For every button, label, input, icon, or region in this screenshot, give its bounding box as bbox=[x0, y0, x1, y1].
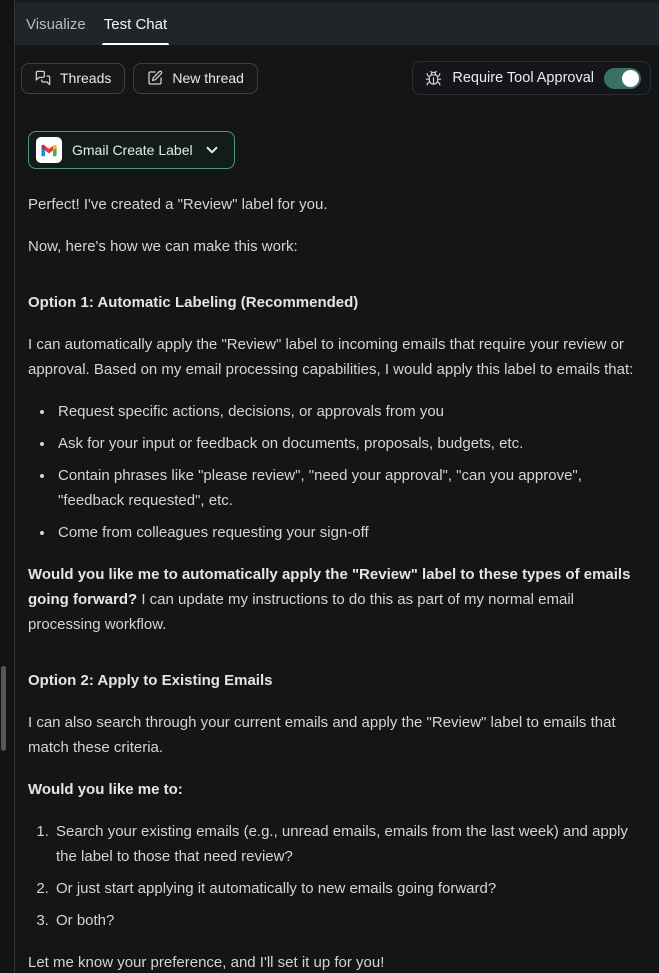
new-thread-button[interactable] bbox=[133, 63, 258, 94]
chat-toolbar bbox=[21, 61, 651, 95]
option2-heading: Option 2: Apply to Existing Emails bbox=[28, 672, 273, 689]
message-paragraph: I can also search through your current emails and apply the "Review" label to emails that match these criteria. bbox=[28, 714, 616, 756]
question-bold-text: Would you like me to automatically apply the "Review" label to these types of emails going forward? bbox=[28, 566, 631, 608]
new-thread-button-label: New thread bbox=[172, 70, 244, 86]
list-item: • Come from colleagues requesting your sign-off bbox=[55, 520, 635, 545]
message-paragraph: I can automatically apply the "Review" label to incoming emails that require your review or approval. Based on my email processing capabilities, I would apply this label to emails that: bbox=[28, 336, 634, 378]
assistant-message bbox=[21, 169, 651, 973]
message-paragraph bbox=[28, 777, 635, 802]
chat-content bbox=[15, 45, 659, 973]
threads-icon bbox=[35, 70, 51, 86]
bug-icon bbox=[425, 70, 442, 87]
require-tool-approval-toggle[interactable] bbox=[604, 68, 641, 89]
left-rail bbox=[0, 0, 15, 973]
require-tool-approval-group bbox=[412, 61, 651, 95]
message-paragraph bbox=[28, 562, 635, 637]
list-item: 2. Or just start applying it automatically to new emails going forward? bbox=[53, 876, 635, 901]
message-paragraph: Now, here's how we can make this work: bbox=[28, 238, 298, 255]
message-paragraph: Perfect! I've created a "Review" label for you. bbox=[28, 196, 328, 213]
list-item: • Contain phrases like "please review", "need your approval", "can you approve", "feedback requested", etc. bbox=[55, 463, 635, 513]
message-paragraph: Let me know your preference, and I'll set it up for you! bbox=[28, 954, 385, 971]
tool-chip-label: Gmail Create Label bbox=[72, 142, 193, 158]
main-panel bbox=[15, 0, 659, 973]
threads-button-label: Threads bbox=[60, 70, 112, 86]
gmail-create-label-chip[interactable] bbox=[28, 131, 235, 169]
option1-heading: Option 1: Automatic Labeling (Recommended) bbox=[28, 294, 359, 311]
gmail-icon bbox=[36, 137, 62, 163]
list-item: 1. Search your existing emails (e.g., unread emails, emails from the last week) and apply the label to those that need review? bbox=[53, 819, 635, 869]
tab-test-chat[interactable]: Test Chat bbox=[103, 3, 168, 45]
require-tool-approval-label: Require Tool Approval bbox=[452, 70, 594, 86]
question-rest-text: I can update my instructions to do this as part of my normal email processing workflow. bbox=[28, 591, 575, 633]
list-item: • Ask for your input or feedback on documents, proposals, budgets, etc. bbox=[55, 431, 635, 456]
chevron-down-icon bbox=[203, 141, 221, 159]
would-you-like-bold-text: Would you like me to: bbox=[28, 781, 183, 798]
tab-visualize[interactable]: Visualize bbox=[26, 15, 86, 33]
criteria-bullet-list bbox=[28, 399, 635, 545]
list-item: 3. Or both? bbox=[53, 908, 635, 933]
threads-button[interactable] bbox=[21, 63, 125, 94]
list-item: • Request specific actions, decisions, or approvals from you bbox=[55, 399, 635, 424]
tab-bar bbox=[15, 0, 659, 45]
toggle-knob bbox=[622, 70, 639, 87]
options-numbered-list bbox=[28, 819, 635, 933]
new-thread-icon bbox=[147, 70, 163, 86]
scrollbar-thumb[interactable] bbox=[1, 666, 6, 751]
